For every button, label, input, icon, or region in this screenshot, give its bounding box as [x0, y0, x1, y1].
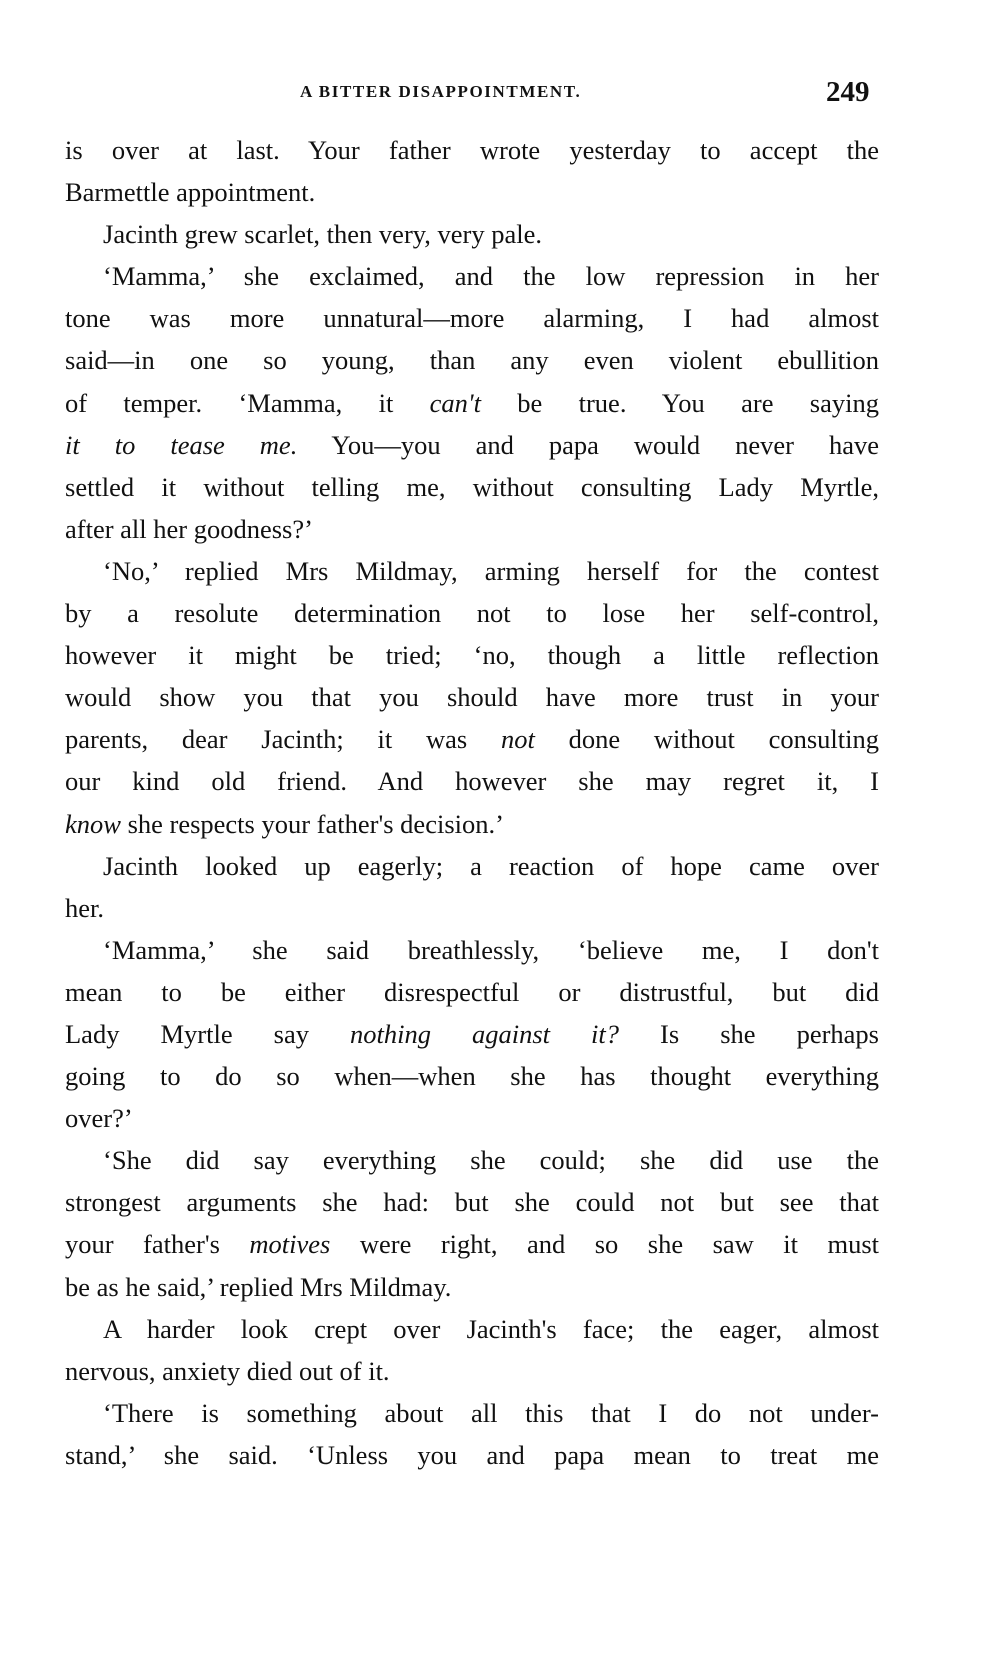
italic-text: motives	[249, 1229, 331, 1260]
text-line	[65, 550, 879, 592]
text-line	[65, 424, 879, 466]
text-segment: your father's	[65, 1229, 250, 1260]
text-segment: ‘There is something about all this that I do not under-	[103, 1397, 879, 1428]
text-line	[65, 129, 879, 171]
text-segment: is over at last. Your father wrote yesterday to accept the	[65, 135, 879, 165]
text-line	[65, 1434, 879, 1476]
paragraph	[65, 929, 879, 1139]
text-segment: her.	[65, 892, 104, 923]
text-line	[65, 1097, 879, 1139]
text-segment: Lady Myrtle say	[65, 1018, 350, 1049]
text-line	[65, 1055, 879, 1097]
paragraph	[65, 1392, 879, 1476]
paragraph	[65, 213, 879, 255]
text-segment: however it might be tried; ‘no, though a little reflection	[65, 640, 879, 671]
text-line	[65, 297, 879, 339]
text-segment: ‘No,’ replied Mrs Mildmay, arming herself for the contest	[103, 555, 879, 586]
text-line	[65, 592, 879, 634]
body-text	[65, 129, 879, 1476]
text-segment: after all her goodness?’	[65, 513, 313, 544]
text-line	[65, 255, 879, 297]
text-segment: stand,’ she said. ‘Unless you and papa mean to treat me	[65, 1439, 879, 1470]
text-segment: were right, and so she saw it must	[330, 1229, 879, 1260]
text-segment: tone was more unnatural—more alarming, I had almost	[65, 303, 879, 334]
text-segment: going to do so when—when she has thought everything	[65, 1061, 879, 1092]
italic-text: nothing against it?	[349, 1018, 620, 1049]
text-line	[65, 718, 879, 760]
text-line	[65, 929, 879, 971]
text-segment: be as he said,’ replied Mrs Mildmay.	[65, 1271, 452, 1302]
text-line	[65, 1350, 879, 1392]
text-segment: mean to be either disrespectful or distrustful, but did	[65, 976, 879, 1007]
text-segment: would show you that you should have more trust in your	[65, 682, 879, 713]
text-line	[65, 1223, 879, 1265]
paragraph	[65, 255, 879, 550]
text-segment: she respects your father's decision.’	[120, 808, 504, 839]
text-segment: strongest arguments she had: but she could not but see that	[65, 1187, 879, 1218]
text-segment: done without consulting	[534, 724, 880, 755]
text-line	[65, 634, 879, 676]
italic-text: it to tease me.	[65, 429, 298, 460]
text-line	[65, 1181, 879, 1223]
text-segment: ‘She did say everything she could; she did use the	[103, 1145, 879, 1176]
text-line	[65, 213, 879, 255]
text-segment: be true. You are saying	[480, 387, 879, 418]
text-segment: Jacinth looked up eagerly; a reaction of hope came over	[103, 850, 879, 881]
page-number: 249	[826, 76, 870, 108]
text-segment: over?’	[65, 1103, 133, 1134]
text-segment: A harder look crept over Jacinth's face; the eager, almost	[103, 1313, 879, 1344]
text-line	[65, 1392, 879, 1434]
italic-text: can't	[429, 387, 481, 418]
text-line	[65, 1266, 879, 1308]
text-segment: by a resolute determination not to lose her self-control,	[65, 598, 879, 629]
text-segment: Jacinth grew scarlet, then very, very pale.	[103, 219, 543, 250]
text-line	[65, 760, 879, 802]
paragraph	[65, 550, 879, 845]
text-line	[65, 508, 879, 550]
text-segment: our kind old friend. And however she may regret it, I	[65, 766, 879, 797]
text-segment: You—you and papa would never have	[297, 429, 879, 460]
text-line	[65, 676, 879, 718]
text-line	[65, 171, 879, 213]
paragraph	[65, 845, 879, 929]
text-segment: ‘Mamma,’ she said breathlessly, ‘believe me, I don't	[103, 934, 879, 965]
text-line	[65, 887, 879, 929]
paragraph	[65, 1308, 879, 1392]
text-segment: of temper. ‘Mamma, it	[65, 387, 430, 418]
text-line	[65, 339, 879, 381]
text-line	[65, 1139, 879, 1181]
text-line	[65, 1013, 879, 1055]
text-segment: nervous, anxiety died out of it.	[65, 1355, 390, 1386]
italic-text: know	[65, 808, 121, 839]
text-segment: parents, dear Jacinth; it was	[65, 724, 501, 755]
text-segment: said—in one so young, than any even violent ebullition	[65, 345, 879, 376]
paragraph	[65, 1139, 879, 1307]
text-line	[65, 382, 879, 424]
running-title: A BITTER DISAPPOINTMENT.	[300, 82, 582, 101]
text-segment: settled it without telling me, without consulting Lady Myrtle,	[65, 471, 879, 502]
text-line	[65, 845, 879, 887]
text-segment: Is she perhaps	[619, 1018, 879, 1049]
text-line	[65, 466, 879, 508]
paragraph	[65, 129, 879, 213]
text-segment: Barmettle appointment.	[65, 177, 316, 208]
text-segment: ‘Mamma,’ she exclaimed, and the low repression in her	[103, 261, 879, 292]
text-line	[65, 1308, 879, 1350]
italic-text: not	[500, 724, 535, 755]
text-line	[65, 803, 879, 845]
text-line	[65, 971, 879, 1013]
page-header	[0, 78, 1000, 108]
